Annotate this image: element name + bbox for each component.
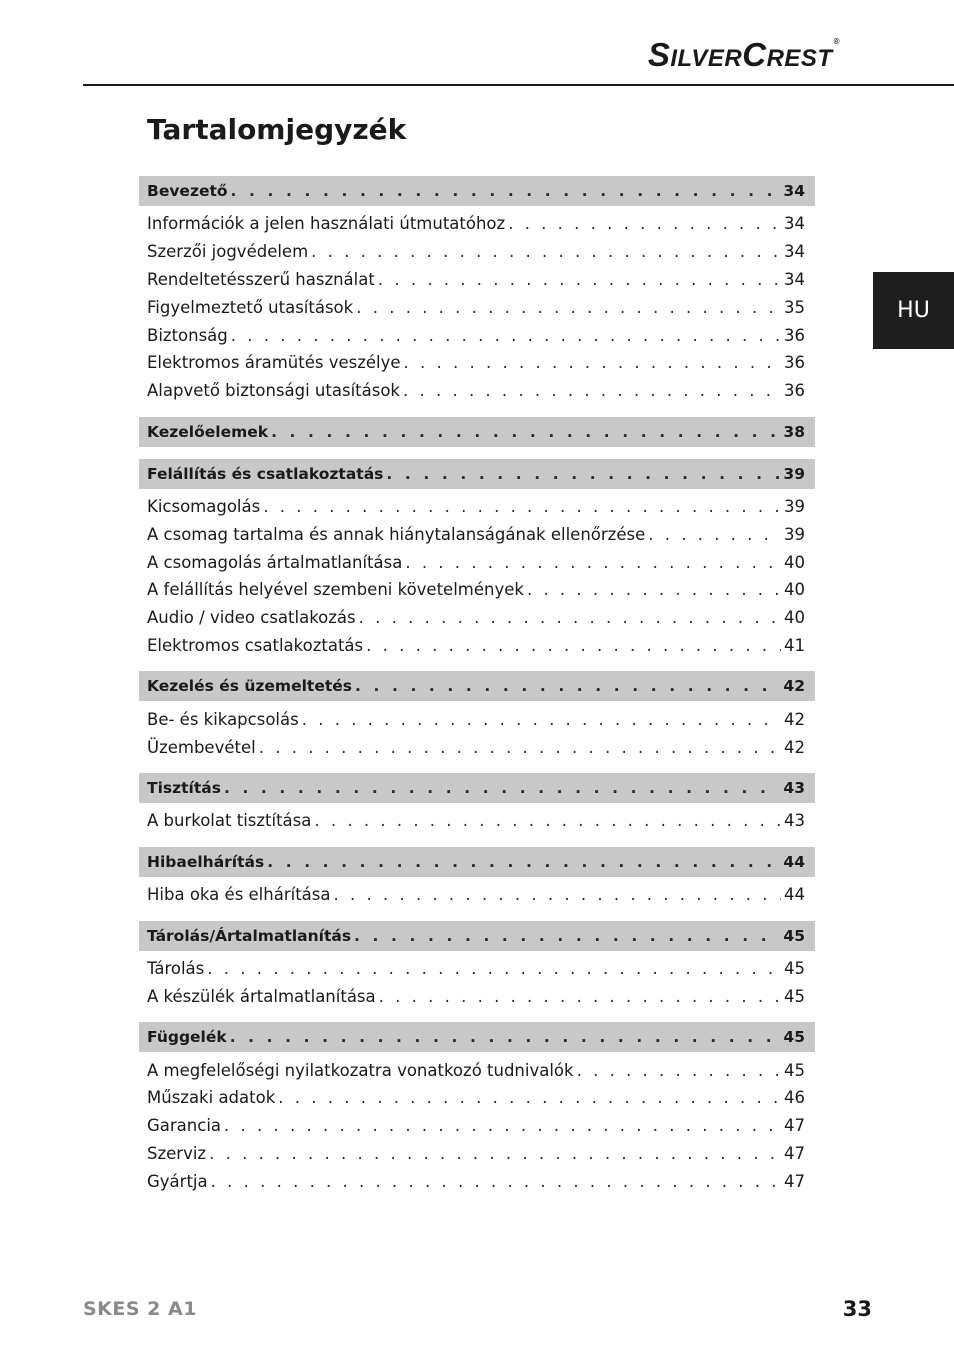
toc-entry-page: 45 [784,958,805,978]
toc-entry-label: Kicsomagolás [147,496,261,516]
brand-initial-s: S [647,36,671,73]
toc-dot-leader [302,710,781,729]
toc-section-title: Kezelőelemek [147,422,269,441]
toc-entry [139,377,815,405]
language-tab: HU [873,272,954,349]
toc-section-title: Felállítás és csatlakoztatás [147,464,384,483]
toc-entry-label: Üzembevétel [147,737,256,757]
toc-entry [139,321,815,349]
toc-entry-page: 40 [784,552,805,572]
toc-entry-label: Hiba oka és elhárítása [147,885,331,905]
toc-section-page: 43 [783,778,805,797]
toc-entry-page: 42 [784,737,805,757]
toc-dot-leader [404,353,781,372]
toc-section-heading [139,176,815,206]
toc-section-page: 39 [783,464,805,483]
toc-entry [139,632,815,660]
toc-entry-label: Műszaki adatok [147,1088,276,1108]
footer-model-name: SKES 2 A1 [83,1298,197,1320]
toc-entry-label: Információk a jelen használati útmutatóhoz [147,214,506,234]
toc-entry-label: Alapvető biztonsági utasítások [147,381,400,401]
table-of-contents [139,176,815,1195]
toc-entry-label: Figyelmeztető utasítások [147,297,354,317]
toc-section-title: Tárolás/Ártalmatlanítás [147,926,352,945]
toc-entry-label: Garancia [147,1116,222,1136]
toc-entry-page: 47 [784,1143,805,1163]
page-title: Tartalomjegyzék [147,113,407,146]
toc-entry [139,982,815,1010]
toc-dot-leader [527,580,781,599]
toc-entry [139,1112,815,1140]
toc-entry-page: 34 [784,242,805,262]
toc-entry-page: 34 [784,214,805,234]
toc-dot-leader [508,214,781,233]
toc-dot-leader [356,298,781,317]
toc-entry-label: Szerviz [147,1143,207,1163]
toc-entry-label: A felállítás helyével szembeni követelmények [147,580,524,600]
toc-entry-label: Tárolás [147,958,205,978]
toc-dot-leader [271,423,780,441]
toc-section-title: Függelék [147,1028,227,1047]
toc-section-heading [139,459,815,489]
toc-entry-page: 36 [784,353,805,373]
toc-entry [139,293,815,321]
toc-section-title: Bevezető [147,182,228,200]
toc-dot-leader [259,738,781,757]
toc-entry-label: A burkolat tisztítása [147,811,312,831]
toc-entry [139,705,815,733]
toc-dot-leader [231,326,781,345]
toc-entry-page: 45 [784,986,805,1006]
toc-section-page: 45 [783,926,805,945]
toc-entry-label: A csomagolás ártalmatlanítása [147,552,403,572]
toc-section-heading [139,1022,815,1052]
toc-entry [139,1056,815,1084]
toc-dot-leader [224,1116,781,1135]
toc-entry-label: Gyártja [147,1171,208,1191]
toc-dot-leader [209,1144,781,1163]
toc-dot-leader [386,465,780,483]
toc-entry [139,266,815,294]
toc-section-title: Kezelés és üzemeltetés [147,677,352,696]
toc-entry [139,1084,815,1112]
toc-dot-leader [224,779,780,797]
toc-entry-label: A csomag tartalma és annak hiánytalanságának ellenőrzése [147,524,646,544]
toc-entry [139,955,815,983]
toc-entry-label: Szerzői jogvédelem [147,242,309,262]
toc-section-page: 45 [783,1028,805,1047]
toc-entry [139,733,815,761]
toc-dot-leader [207,959,781,978]
toc-entry [139,548,815,576]
toc-entry-page: 40 [784,580,805,600]
toc-dot-leader [378,270,781,289]
toc-entry-label: A készülék ártalmatlanítása [147,986,376,1006]
toc-section-heading [139,671,815,701]
toc-entry-page: 39 [784,524,805,544]
toc-section-page: 34 [783,182,805,200]
toc-entry-page: 43 [784,811,805,831]
toc-entry-page: 47 [784,1171,805,1191]
toc-section-heading [139,773,815,803]
toc-dot-leader [334,885,782,904]
toc-section-heading [139,921,815,951]
toc-entry-label: A megfelelőségi nyilatkozatra vonatkozó tudnivalók [147,1060,574,1080]
toc-dot-leader [359,608,781,627]
toc-section-title: Hibaelhárítás [147,852,265,871]
toc-entry-page: 36 [784,381,805,401]
toc-entry [139,1140,815,1168]
toc-dot-leader [263,497,781,516]
toc-entry-label: Rendeltetésszerű használat [147,269,375,289]
footer-page-number: 33 [842,1297,872,1321]
brand-word-1-rest: ILVER [670,45,743,72]
toc-dot-leader [577,1061,781,1080]
toc-entry-page: 41 [784,635,805,655]
toc-entry [139,807,815,835]
toc-section-heading [139,417,815,447]
toc-section-page: 42 [783,677,805,696]
toc-dot-leader [379,987,781,1006]
toc-dot-leader [311,242,781,261]
toc-entry-label: Biztonság [147,325,228,345]
toc-section-title: Tisztítás [147,778,221,797]
toc-dot-leader [211,1172,781,1191]
toc-entry [139,1167,815,1195]
toc-section-page: 38 [783,422,805,441]
toc-entry-page: 39 [784,496,805,516]
toc-dot-leader [355,677,780,695]
toc-dot-leader [267,853,780,871]
toc-entry-page: 44 [784,885,805,905]
toc-dot-leader [405,553,781,572]
toc-dot-leader [403,381,781,400]
toc-entry [139,520,815,548]
toc-dot-leader [354,927,780,945]
toc-dot-leader [314,811,781,830]
toc-entry-page: 42 [784,709,805,729]
toc-entry-page: 45 [784,1060,805,1080]
toc-entry-label: Be- és kikapcsolás [147,709,299,729]
toc-dot-leader [648,525,781,544]
toc-entry-label: Elektromos csatlakoztatás [147,635,364,655]
toc-entry [139,238,815,266]
toc-entry [139,576,815,604]
toc-dot-leader [366,636,781,655]
toc-entry [139,349,815,377]
toc-entry-page: 36 [784,325,805,345]
toc-entry-page: 40 [784,608,805,628]
toc-entry-label: Audio / video csatlakozás [147,608,356,628]
toc-entry [139,493,815,521]
toc-dot-leader [278,1088,781,1107]
toc-entry-page: 35 [784,297,805,317]
brand-word-2-rest: REST [766,45,833,72]
toc-entry [139,210,815,238]
toc-entry [139,881,815,909]
registered-mark: ® [833,37,840,46]
toc-entry-label: Elektromos áramütés veszélye [147,353,401,373]
toc-dot-leader [231,182,781,200]
toc-section-page: 44 [783,852,805,871]
header-rule [83,84,954,86]
toc-entry-page: 47 [784,1116,805,1136]
toc-dot-leader [230,1028,781,1046]
toc-section-heading [139,847,815,877]
brand-logo [648,38,840,71]
brand-initial-c: C [742,36,767,73]
toc-entry [139,604,815,632]
toc-entry-page: 34 [784,269,805,289]
toc-entry-page: 46 [784,1088,805,1108]
